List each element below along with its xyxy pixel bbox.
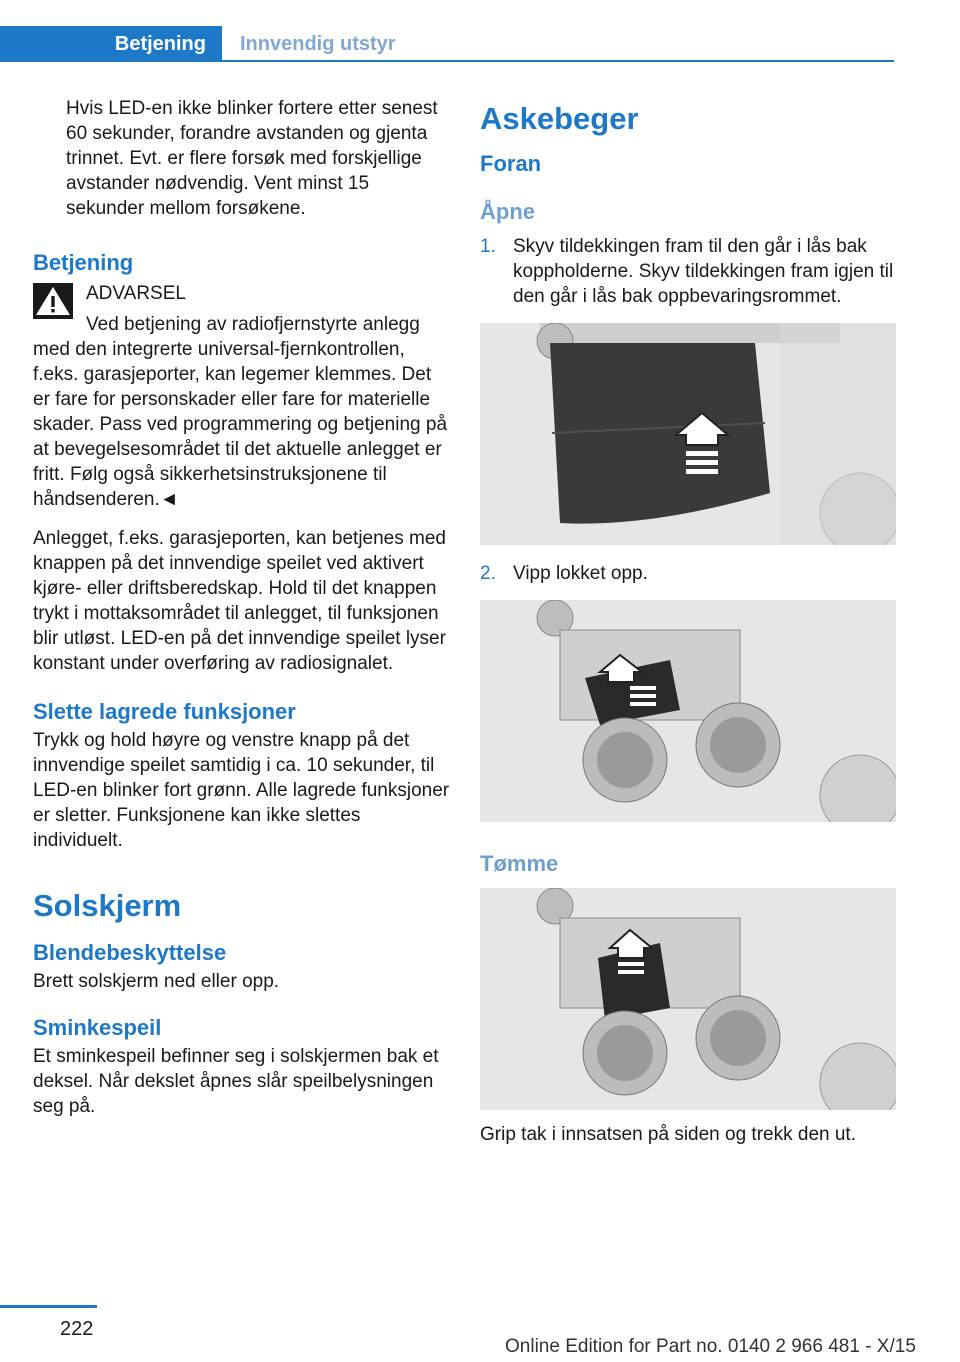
- left-column: [33, 96, 451, 1119]
- slette-paragraph: Trykk og hold høyre og venstre knapp på det innvendige speilet samtidig i ca. 10 sekunder, til LED-en blinker fort grønn. Alle lagrede funksjoner er sletter. Funksjonene kan ikke slettes individuelt.: [33, 730, 450, 851]
- tomme-paragraph: Grip tak i innsatsen på siden og trekk den ut.: [480, 1124, 856, 1145]
- blendebeskyttelse-heading: Blendebeskyttelse: [33, 940, 227, 965]
- step-1: [480, 234, 896, 309]
- edition-text: Online Edition for Part no. 0140 2 966 481 - X/15: [505, 1336, 916, 1357]
- insert-removal-photo: [480, 888, 896, 1110]
- warning-text: Ved betjening av radiofjernstyrte anlegg med den integrerte universal-fjernkontrollen, f.eks. garasjeporter, kan legemer klemmes. Det er fare for personskader eller fare for materielle skader. Pass ved programmering og betjening på at bevegelsesområdet til det aktuelle anlegget er fritt. Følg også sikkerhetsinstruksjonene til håndsenderen.◄: [33, 314, 448, 510]
- warning-title: ADVARSEL: [86, 283, 186, 304]
- step-number: 1.: [480, 236, 496, 257]
- step-number: 2.: [480, 563, 496, 584]
- console-cover-photo: [480, 323, 896, 545]
- tab-innvendig-utstyr[interactable]: Innvendig utstyr: [240, 33, 396, 55]
- betjening-heading: Betjening: [33, 250, 134, 275]
- foran-heading: Foran: [480, 151, 542, 176]
- header-rule: [0, 60, 894, 62]
- warning-block: [33, 281, 451, 512]
- apne-heading: Åpne: [480, 199, 535, 224]
- sminkespeil-heading: Sminkespeil: [33, 1015, 162, 1040]
- betjening-paragraph: Anlegget, f.eks. garasjeporten, kan betjenes med knappen på det innvendige speilet ved aktivert kjøre- eller driftsberedskap. Hold til det knappen trykt i mottaksområdet til anlegget, til funksjonen blir utløst. LED-en på det innvendige speilet lyser konstant under overføring av radiosignalet.: [33, 528, 446, 674]
- warning-triangle-icon: [33, 283, 73, 319]
- intro-paragraph: Hvis LED-en ikke blinker fortere etter senest 60 sekunder, forandre avstanden og gjenta trinnet. Evt. er flere forsøk med forskjellige avstander nødvendig. Vent minst 15 sekunder mellom forsøkene.: [66, 98, 438, 219]
- askebeger-heading: Askebeger: [480, 101, 639, 136]
- step-text: Skyv tildekkingen fram til den går i lås bak koppholderne. Skyv tildekkingen fram igjen til den går i lås bak oppbevaringsrommet.: [513, 236, 894, 307]
- step-text: Vipp lokket opp.: [513, 563, 648, 584]
- tomme-heading: Tømme: [480, 851, 559, 876]
- page-header: [0, 26, 896, 62]
- tab-betjening[interactable]: Betjening: [0, 26, 222, 62]
- sminkespeil-paragraph: Et sminkespeil befinner seg i solskjermen bak et deksel. Når dekslet åpnes slår speilbelysningen seg på.: [33, 1046, 439, 1117]
- right-column: [480, 96, 896, 1147]
- footer-rule: [0, 1305, 97, 1308]
- slette-heading: Slette lagrede funksjoner: [33, 699, 296, 724]
- solskjerm-heading: Solskjerm: [33, 888, 182, 923]
- step-2: [480, 561, 896, 586]
- lid-open-photo: [480, 600, 896, 822]
- page-number: 222: [60, 1318, 94, 1340]
- blendebeskyttelse-paragraph: Brett solskjerm ned eller opp.: [33, 971, 280, 992]
